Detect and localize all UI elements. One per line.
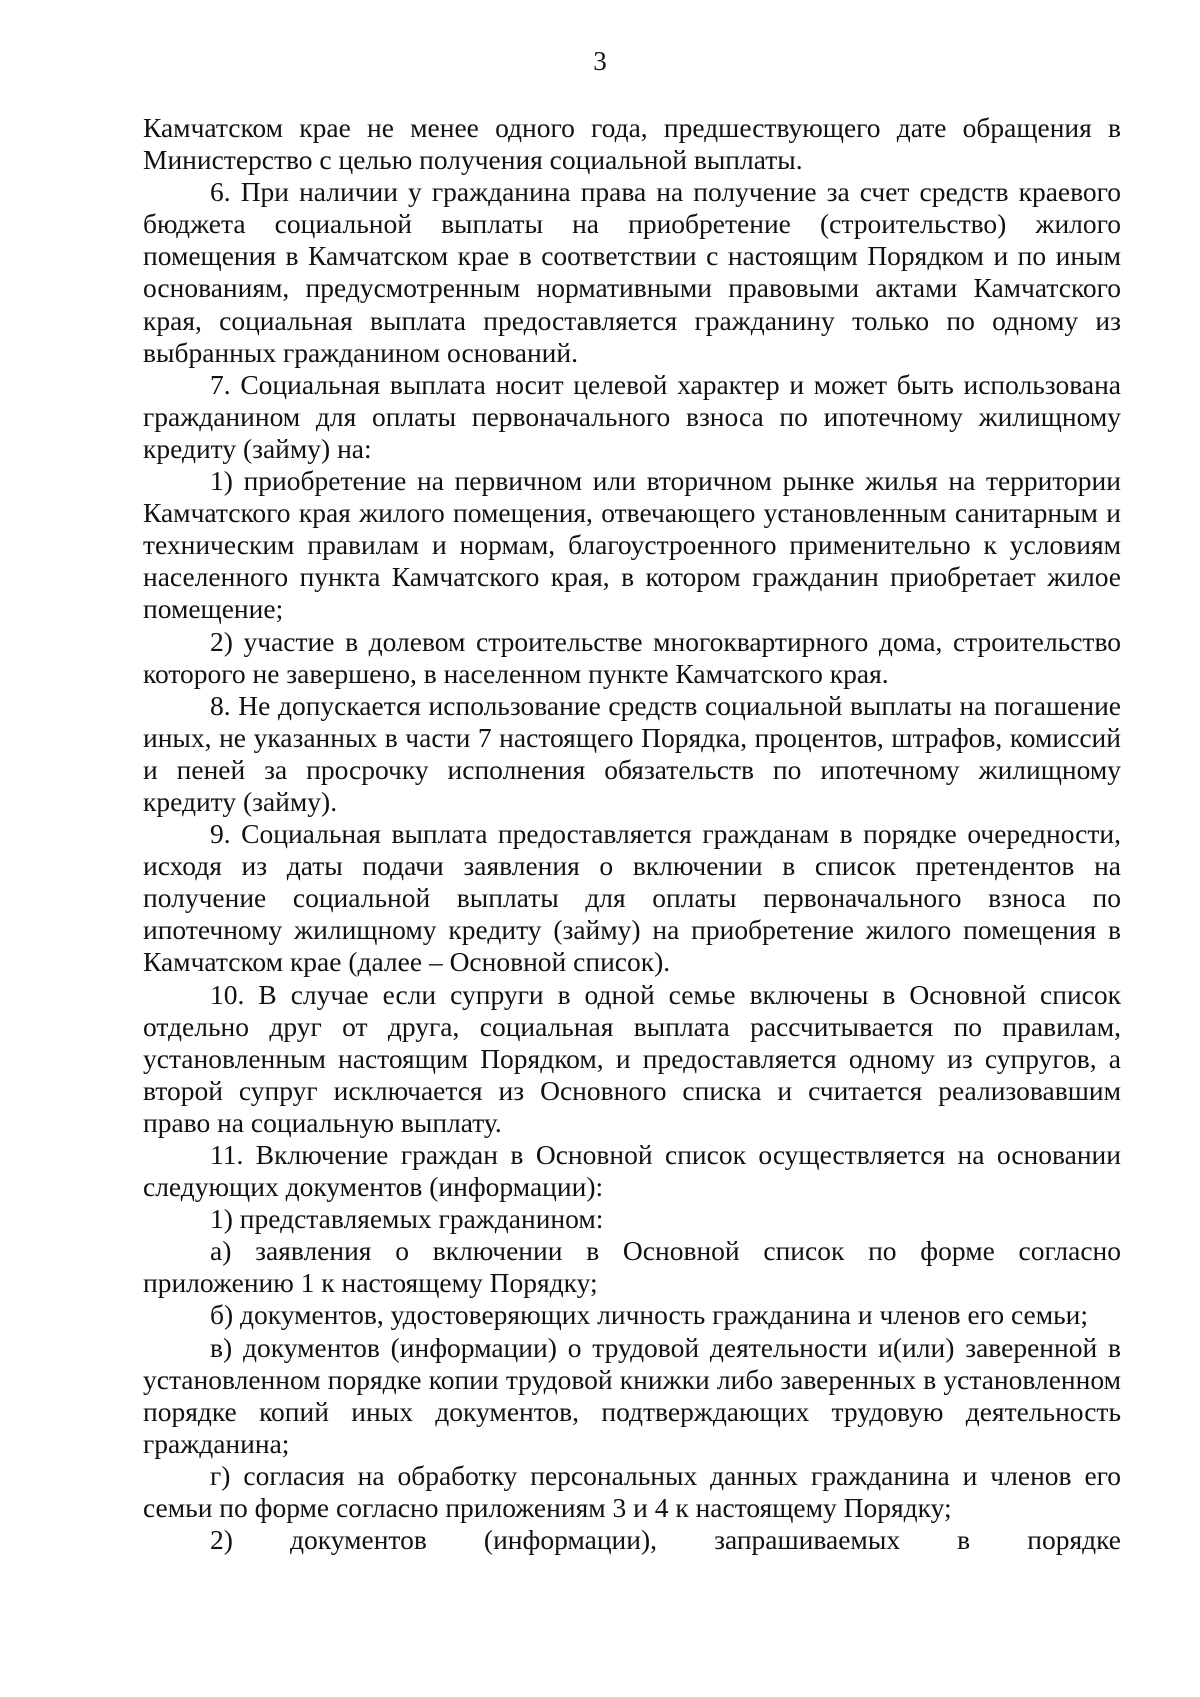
page-number: 3 bbox=[593, 46, 607, 76]
paragraph-11-item-1-b: б) документов, удостоверяющих личность гражданина и членов его семьи; bbox=[210, 1299, 1089, 1331]
paragraph-11: 11. Включение граждан в Основной список осуществляется на основании следующих документов (информации): bbox=[143, 1139, 1121, 1203]
document-body bbox=[143, 112, 1121, 1556]
paragraph-10: 10. В случае если супруги в одной семье включены в Основной список отдельно друг от друга, социальная выплата рассчитывается по правилам, установленным настоящим Порядком, и предоставляется одному из супругов, а второй супруг исключается из Основного списка и считается реализовавшим право на социальную выплату. bbox=[143, 978, 1121, 1138]
paragraph-11-item-1-g: г) согласия на обработку персональных данных гражданина и членов его семьи по форме согласно приложениям 3 и 4 к настоящему Порядку; bbox=[143, 1459, 1121, 1524]
paragraph-8: 8. Не допускается использование средств социальной выплаты на погашение иных, не указанных в части 7 настоящего Порядка, процентов, штрафов, комиссий и пеней за просрочку исполнения обязательств по ипотечному жилищному кредиту (займу). bbox=[143, 689, 1121, 817]
paragraph-9: 9. Социальная выплата предоставляется гражданам в порядке очередности, исходя из даты подачи заявления о включении в список претендентов на получение социальной выплаты для оплаты первоначального взноса по ипотечному жилищному кредиту (займу) на приобретение жилого помещения в Камчатском крае (далее – Основной список). bbox=[143, 818, 1121, 978]
paragraph-7: 7. Социальная выплата носит целевой характер и может быть использована гражданином для оплаты первоначального взноса по ипотечному жилищному кредиту (займу) на: bbox=[143, 368, 1121, 464]
paragraph-6: 6. При наличии у гражданина права на получение за счет средств краевого бюджета социальной выплаты на приобретение (строительство) жилого помещения в Камчатском крае в соответствии с настоящим Порядком и по иным основаниям, предусмотренным нормативными правовыми актами Камчатского края, социальная выплата предоставляется гражданину только по одному из выбранных гражданином оснований. bbox=[143, 176, 1121, 368]
paragraph-continuation: Камчатском крае не менее одного года, предшествующего дате обращения в Министерство с целью получения социальной выплаты. bbox=[143, 112, 1121, 176]
paragraph-11-item-1-v: в) документов (информации) о трудовой деятельности и(или) заверенной в установленном порядке копии трудовой книжки либо заверенных в установленном порядке копий иных документов, подтверждающих трудовую деятельность гражданина; bbox=[143, 1331, 1121, 1459]
paragraph-7-item-2: 2) участие в долевом строительстве многоквартирного дома, строительство которого не завершено, в населенном пункте Камчатского края. bbox=[143, 625, 1121, 689]
paragraph-11-item-2: 2) документов (информации), запрашиваемых в порядке bbox=[210, 1524, 1121, 1556]
paragraph-7-item-1: 1) приобретение на первичном или вторичном рынке жилья на территории Камчатского края жилого помещения, отвечающего установленным санитарным и техническим правилам и нормам, благоустроенного применительно к условиям населенного пункта Камчатского края, в котором гражданин приобретает жилое помещение; bbox=[143, 465, 1121, 625]
paragraph-11-item-1-a: а) заявления о включении в Основной список по форме согласно приложению 1 к настоящему Порядку; bbox=[143, 1235, 1121, 1299]
paragraph-11-item-1: 1) представляемых гражданином: bbox=[210, 1203, 604, 1235]
